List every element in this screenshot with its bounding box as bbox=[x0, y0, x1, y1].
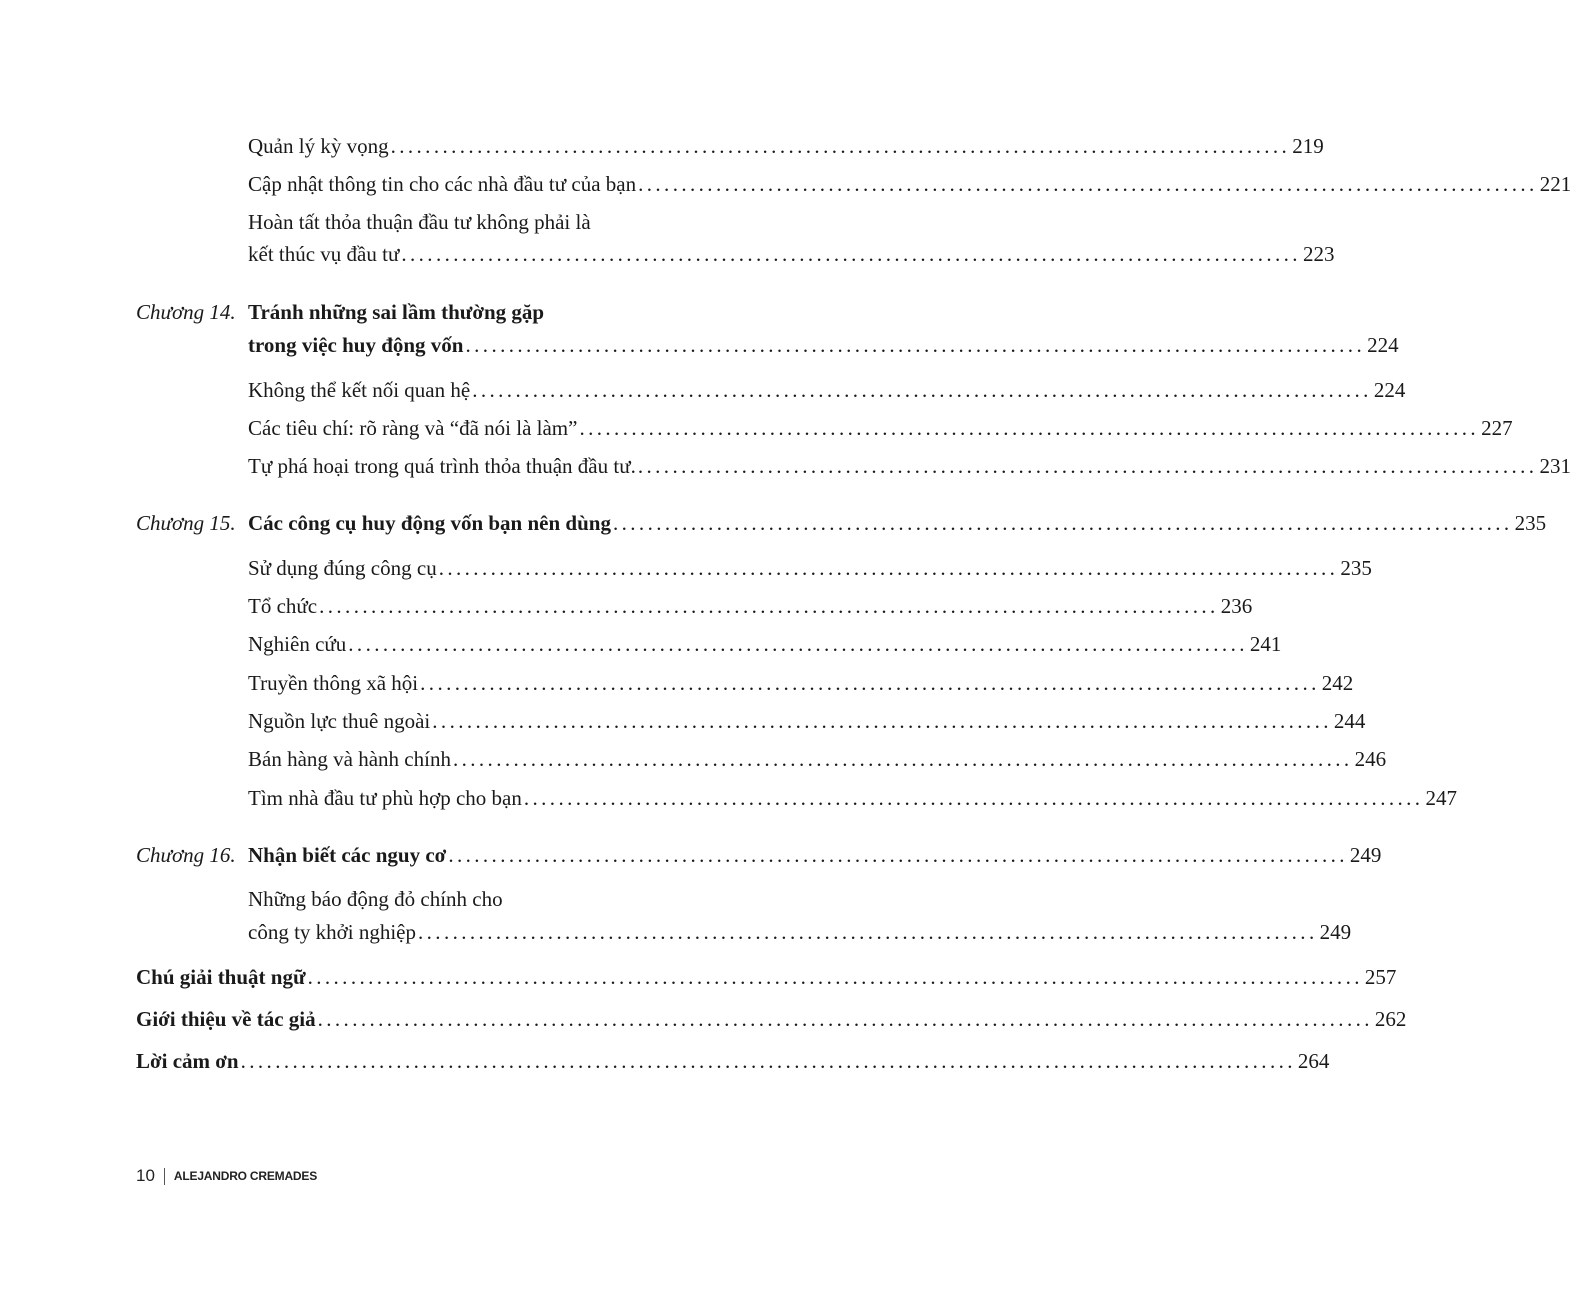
dot-leader: ........................................................................................................ bbox=[472, 378, 1372, 402]
toc-entry-title: kết thúc vụ đầu tư bbox=[248, 242, 400, 266]
chapter-heading[interactable] bbox=[248, 843, 1382, 867]
dot-leader: ........................................................................................................ bbox=[452, 747, 1353, 771]
toc-entry-title: Nguồn lực thuê ngoài bbox=[248, 709, 431, 733]
toc-entry[interactable] bbox=[248, 594, 1253, 618]
chapter-page: 249 bbox=[1349, 843, 1382, 867]
toc-entry[interactable] bbox=[248, 747, 1387, 771]
toc-entry[interactable] bbox=[248, 134, 1324, 158]
toc-entry[interactable] bbox=[248, 416, 1513, 440]
chapter-label: Chương 16. bbox=[136, 843, 236, 867]
toc-entry[interactable] bbox=[248, 709, 1366, 733]
dot-leader: ........................................................................................................ bbox=[612, 511, 1513, 535]
toc-entry-title-line1[interactable]: Những báo động đỏ chính cho bbox=[248, 887, 503, 911]
toc-entry-title: Nghiên cứu bbox=[248, 632, 347, 656]
toc-entry-title: Tìm nhà đầu tư phù hợp cho bạn bbox=[248, 786, 522, 810]
toc-entry-title: Sử dụng đúng công cụ bbox=[248, 556, 437, 580]
toc-entry[interactable] bbox=[248, 632, 1282, 656]
toc-entry[interactable] bbox=[248, 172, 1571, 196]
toc-entry[interactable] bbox=[248, 786, 1457, 810]
toc-entry-page: 231 bbox=[1539, 454, 1571, 478]
back-matter-entry[interactable] bbox=[136, 965, 1397, 989]
toc-entry-title: Không thể kết nối quan hệ bbox=[248, 378, 471, 402]
dot-leader: .......................................................................................................................... bbox=[317, 1007, 1373, 1031]
toc-entry-title: Bán hàng và hành chính bbox=[248, 747, 451, 771]
dot-leader: ........................................................................................................ bbox=[319, 594, 1219, 618]
chapter-title-line1[interactable]: Tránh những sai lầm thường gặp bbox=[248, 300, 545, 324]
toc-entry-title: Các tiêu chí: rõ ràng và “đã nói là làm” bbox=[248, 416, 578, 440]
back-matter-page: 264 bbox=[1297, 1049, 1330, 1073]
chapter-title: Các công cụ huy động vốn bạn nên dùng bbox=[248, 511, 611, 535]
toc-entry-page: 246 bbox=[1354, 747, 1387, 771]
footer-divider bbox=[164, 1168, 165, 1185]
back-matter-title: Giới thiệu về tác giả bbox=[136, 1007, 316, 1031]
chapter-heading[interactable] bbox=[248, 333, 1399, 357]
dot-leader: ........................................................................................................ bbox=[637, 454, 1538, 478]
toc-entry-page: 227 bbox=[1481, 416, 1513, 440]
dot-leader: ........................................................................................................ bbox=[418, 920, 1318, 944]
chapter-label: Chương 14. bbox=[136, 300, 236, 324]
toc-entry-title-line1[interactable]: Hoàn tất thỏa thuận đầu tư không phải là bbox=[248, 210, 591, 234]
toc-entry[interactable] bbox=[248, 671, 1354, 695]
page-number: 10 bbox=[136, 1166, 155, 1185]
back-matter-entry[interactable] bbox=[136, 1007, 1407, 1031]
toc-entry[interactable] bbox=[248, 242, 1335, 266]
dot-leader: ........................................................................................................ bbox=[390, 134, 1291, 158]
toc-entry-title: công ty khởi nghiệp bbox=[248, 920, 416, 944]
back-matter-title: Lời cảm ơn bbox=[136, 1049, 239, 1073]
toc-entry-page: 247 bbox=[1425, 786, 1457, 810]
dot-leader: ........................................................................................................ bbox=[432, 709, 1332, 733]
chapter-page: 235 bbox=[1514, 511, 1547, 535]
toc-entry-page: 242 bbox=[1321, 671, 1354, 695]
chapter-title: Nhận biết các nguy cơ bbox=[248, 843, 447, 867]
toc-entry-title: Truyền thông xã hội bbox=[248, 671, 419, 695]
toc-entry[interactable] bbox=[248, 454, 1571, 478]
toc-entry-title: Tổ chức bbox=[248, 594, 318, 618]
back-matter-title: Chú giải thuật ngữ bbox=[136, 965, 306, 989]
back-matter-page: 257 bbox=[1364, 965, 1397, 989]
chapter-page: 224 bbox=[1367, 333, 1399, 357]
chapter-heading[interactable] bbox=[248, 511, 1547, 535]
dot-leader: ........................................................................................................ bbox=[420, 671, 1320, 695]
dot-leader: ........................................................................................................ bbox=[448, 843, 1348, 867]
toc-entry-title: Tự phá hoại trong quá trình thỏa thuận đầu tư. bbox=[248, 454, 636, 478]
toc-entry[interactable] bbox=[248, 920, 1352, 944]
toc-entry-page: 235 bbox=[1340, 556, 1372, 580]
back-matter-page: 262 bbox=[1374, 1007, 1407, 1031]
chapter-title: trong việc huy động vốn bbox=[248, 333, 464, 357]
toc-entry-page: 244 bbox=[1333, 709, 1366, 733]
page-footer bbox=[136, 1166, 317, 1186]
toc-entry[interactable] bbox=[248, 378, 1406, 402]
dot-leader: .......................................................................................................................... bbox=[307, 965, 1363, 989]
dot-leader: ........................................................................................................ bbox=[465, 333, 1366, 357]
toc-entry[interactable] bbox=[248, 556, 1372, 580]
dot-leader: ........................................................................................................ bbox=[348, 632, 1248, 656]
toc-entry-page: 224 bbox=[1373, 378, 1406, 402]
dot-leader: ........................................................................................................ bbox=[523, 786, 1424, 810]
running-author: ALEJANDRO CREMADES bbox=[173, 1169, 317, 1183]
toc-entry-page: 249 bbox=[1319, 920, 1352, 944]
toc-entry-page: 219 bbox=[1292, 134, 1324, 158]
toc-entry-page: 221 bbox=[1539, 172, 1571, 196]
toc-entry-page: 241 bbox=[1249, 632, 1282, 656]
dot-leader: ........................................................................................................ bbox=[401, 242, 1301, 266]
toc-entry-page: 236 bbox=[1220, 594, 1253, 618]
dot-leader: ........................................................................................................ bbox=[438, 556, 1339, 580]
toc-entry-title: Cập nhật thông tin cho các nhà đầu tư của bạn bbox=[248, 172, 637, 196]
dot-leader: ........................................................................................................ bbox=[638, 172, 1538, 196]
toc-entry-page: 223 bbox=[1302, 242, 1335, 266]
dot-leader: .......................................................................................................................... bbox=[240, 1049, 1296, 1073]
back-matter-entry[interactable] bbox=[136, 1049, 1330, 1073]
toc-entry-title: Quản lý kỳ vọng bbox=[248, 134, 389, 158]
chapter-label: Chương 15. bbox=[136, 511, 236, 535]
dot-leader: ........................................................................................................ bbox=[579, 416, 1480, 440]
